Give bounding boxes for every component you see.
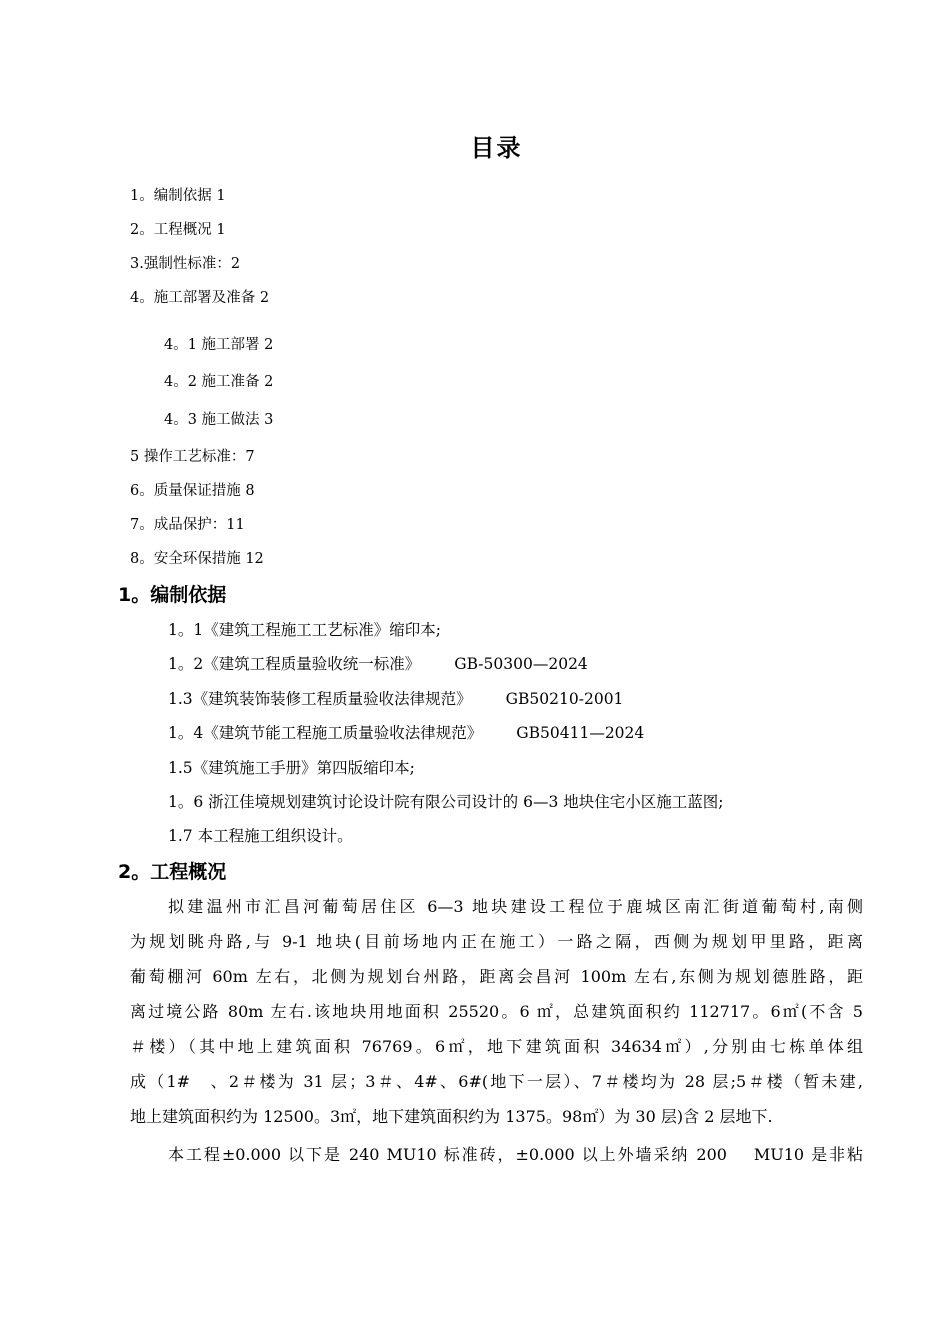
standard-code: GB-50300—2024: [454, 655, 588, 673]
paragraph-line: ＃楼）（其中地上建筑面积 76769。6㎡，地下建筑面积 34634㎡）,分别由七栋单体组: [130, 1037, 863, 1056]
toc-subitem[interactable]: 4。3 施工做法 3: [164, 412, 274, 428]
reference-text: 1。6 浙江佳境规划建筑讨论设计院有限公司设计的 6—3 地块住宅小区施工蓝图;: [168, 793, 724, 811]
paragraph-line: 拟建温州市汇昌河葡萄居住区 6—3 地块建设工程位于鹿城区南汇街道葡萄村,南侧: [168, 897, 863, 916]
toc-title: 目录: [470, 134, 523, 162]
paragraph-line: 本工程±0.000 以下是 240 MU10 标准砖，±0.000 以上外墙采纳 200 MU10 是非粘: [168, 1145, 863, 1164]
reference-item: [168, 687, 623, 709]
reference-text: 1。1《建筑工程施工工艺标准》缩印本;: [168, 621, 441, 639]
reference-item: [168, 790, 723, 812]
reference-text: 1.7 本工程施工组织设计。: [168, 827, 353, 845]
toc-item[interactable]: 3.强制性标准：2: [130, 256, 241, 272]
paragraph-line: 葡萄棚河 60m 左右，北侧为规划台州路，距离会昌河 100m 左右,东侧为规划德胜路，距: [130, 967, 863, 986]
toc-item[interactable]: 1。编制依据 1: [130, 188, 226, 204]
standard-code: GB50210-2001: [505, 690, 624, 708]
standard-code: GB50411—2024: [516, 724, 645, 742]
reference-item: [168, 618, 441, 640]
toc-item[interactable]: 7。成品保护：11: [130, 517, 245, 533]
paragraph-line: 离过境公路 80m 左右.该地块用地面积 25520。6 ㎡，总建筑面积约 112717。6㎡(不含 5: [130, 1002, 863, 1021]
reference-text: 1.5《建筑施工手册》第四版缩印本;: [168, 759, 415, 777]
toc-subitem[interactable]: 4。1 施工部署 2: [164, 337, 274, 353]
toc-item[interactable]: 4。施工部署及准备 2: [130, 290, 270, 306]
reference-text: 1.3《建筑装饰装修工程质量验收法律规范》: [168, 690, 472, 708]
paragraph-line: 地上建筑面积约为 12500。3㎡，地下建筑面积约为 1375。98㎡）为 30 层)含 2 层地下.: [130, 1107, 773, 1126]
reference-item: [168, 756, 415, 778]
reference-text: 1。4《建筑节能工程施工质量验收法律规范》: [168, 724, 483, 742]
section-heading-overview: 2。工程概况: [118, 861, 227, 883]
paragraph-line: 成（1# 、2＃楼为 31 层；3＃、4#、6#(地下一层）、7＃楼均为 28 层;5＃楼（暂未建,: [130, 1072, 863, 1091]
paragraph-line: 为规划眺舟路,与 9-1 地块(目前场地内正在施工）一路之隔，西侧为规划甲里路，距离: [130, 932, 863, 951]
reference-text: 1。2《建筑工程质量验收统一标准》: [168, 655, 421, 673]
section-heading-basis: 1。编制依据: [118, 584, 227, 606]
reference-item: [168, 824, 353, 846]
reference-item: [168, 721, 644, 743]
reference-item: [168, 652, 588, 674]
toc-item[interactable]: 2。工程概况 1: [130, 222, 226, 238]
toc-subitem[interactable]: 4。2 施工准备 2: [164, 374, 274, 390]
toc-item[interactable]: 5 操作工艺标准：7: [130, 449, 255, 465]
toc-item[interactable]: 6。质量保证措施 8: [130, 483, 255, 499]
toc-item[interactable]: 8。安全环保措施 12: [130, 551, 264, 567]
